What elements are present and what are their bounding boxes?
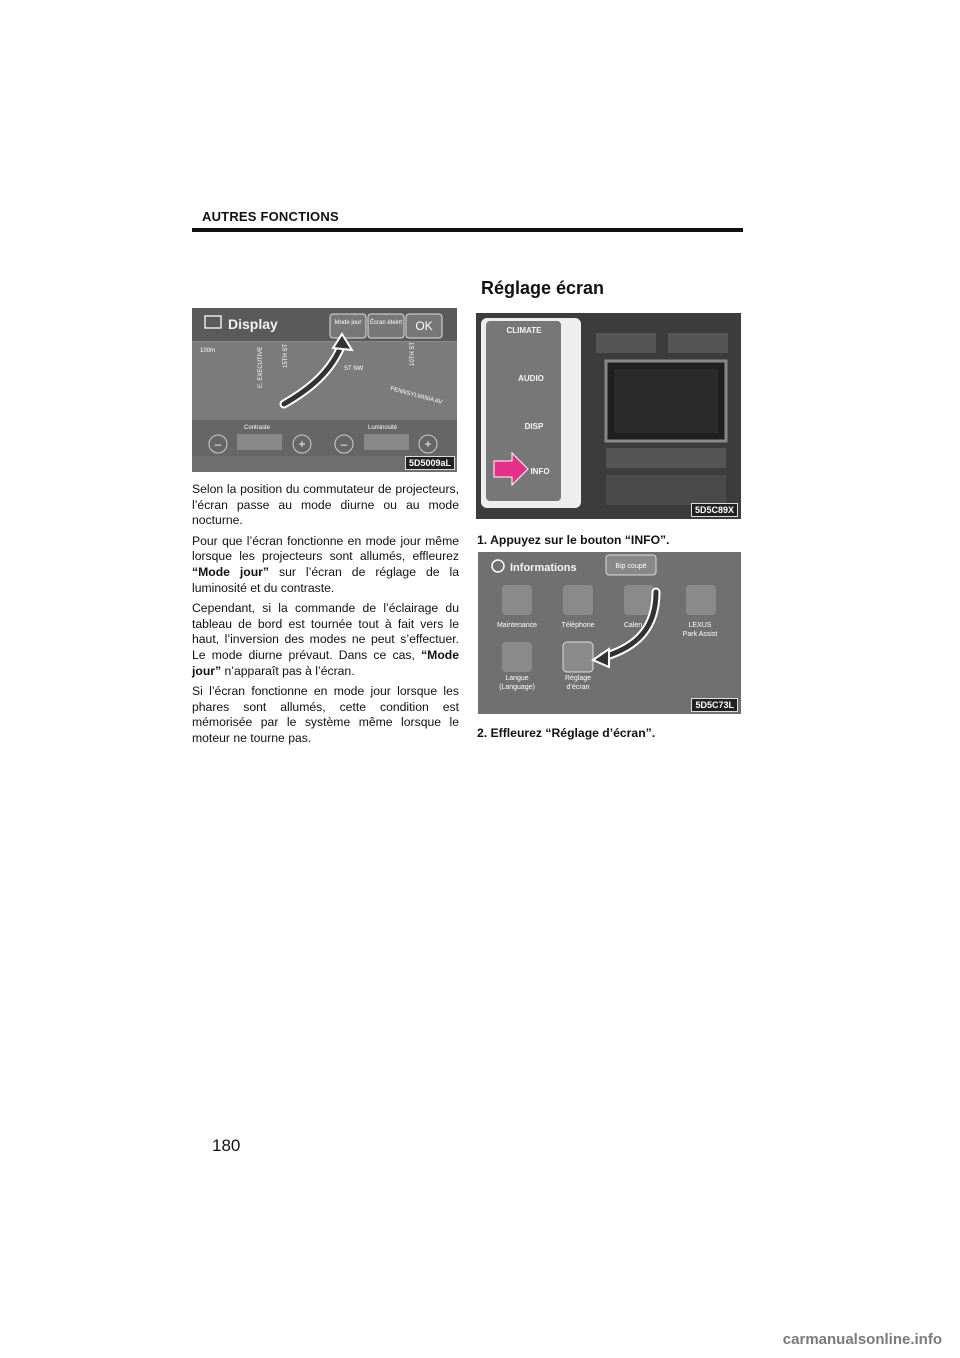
section-header-label: AUTRES FONCTIONS	[202, 209, 339, 224]
ecran-eteint-button: Écran éteint	[369, 320, 403, 326]
contrast-minus-button: –	[214, 437, 222, 451]
park-assist-label: Park Assist	[682, 631, 718, 638]
figure-code: 5D5009aL	[405, 456, 455, 470]
step-2: 2. Effleurez “Réglage d’écran”.	[477, 726, 656, 740]
reglage-ecran-subtitle: d’écran	[566, 684, 590, 691]
calendar-button: Calen	[623, 622, 643, 629]
lexus-button: LEXUS	[688, 622, 712, 629]
mode-jour-button: Mode jour	[334, 320, 362, 326]
console-figure	[476, 313, 741, 519]
audio-button: AUDIO	[518, 374, 544, 383]
disp-button: DISP	[524, 422, 544, 431]
page-number: 180	[212, 1136, 241, 1155]
reglage-ecran-button: Réglage	[564, 675, 592, 682]
brightness-minus-button: –	[340, 437, 348, 451]
section-title: Réglage écran	[481, 278, 605, 298]
figure-code: 5D5C73L	[691, 698, 738, 712]
language-subtitle: (Language)	[499, 684, 535, 691]
brightness-plus-button: +	[424, 437, 432, 451]
map-scale: 100m	[200, 348, 216, 354]
brightness-label: Luminosité	[368, 425, 398, 431]
beep-button: Bip coupé	[615, 563, 647, 570]
street-pennsylvania: PENNSYLVANIA AV	[389, 386, 443, 406]
info-screen-figure	[478, 552, 741, 714]
ok-button: OK	[415, 319, 433, 333]
maintenance-button: Maintenance	[496, 622, 538, 629]
paragraph-1: Selon la position du commutateur de projecteurs, l’écran passe au mode diurne ou au mode nocturne.	[192, 482, 459, 528]
console-illustration	[476, 313, 741, 519]
left-column-text	[192, 482, 459, 747]
paragraph-2: Pour que l’écran fonctionne en mode jour même lorsque les projecteurs sont allumés, effleurez “Mode jour” sur l’écran de réglage de la luminosité et du contraste.	[192, 533, 459, 595]
paragraph-4: Si l’écran fonctionne en mode jour lorsque les phares sont allumés, cette condition est mémorisée par le système même lorsque le moteur ne tourne pas.	[192, 684, 459, 745]
display-screen-figure	[192, 308, 457, 472]
step-1: 1. Appuyez sur le bouton “INFO”.	[477, 533, 670, 547]
street-executive: E. EXECUTIVE	[258, 346, 264, 388]
contrast-plus-button: +	[298, 437, 306, 451]
figure-code: 5D5C89X	[691, 503, 738, 517]
info-screen-illustration	[478, 552, 741, 714]
climate-button: CLIMATE	[506, 326, 542, 335]
info-title: Informations	[510, 562, 577, 574]
display-screen-illustration	[192, 308, 457, 472]
street-st-nw: ST NW	[344, 366, 364, 372]
contrast-label: Contraste	[244, 425, 271, 431]
header-rule	[192, 228, 743, 232]
street-15th: 15TH ST	[283, 343, 289, 368]
paragraph-3: Cependant, si la commande de l’éclairage du tableau de bord est tournée tout à fait vers le haut, l’inversion des modes ne peut s’effectuer. Le mode diurne prévaut. Dans ce cas, “Mode jour” n’apparaît pas à l’écran.	[192, 601, 459, 678]
telephone-button: Téléphone	[561, 622, 595, 629]
street-10th: 10TH ST	[410, 341, 416, 366]
info-button: INFO	[530, 467, 550, 476]
language-button: Langue	[505, 675, 529, 682]
watermark: carmanualsonline.info	[782, 1331, 942, 1348]
display-title: Display	[228, 316, 278, 332]
